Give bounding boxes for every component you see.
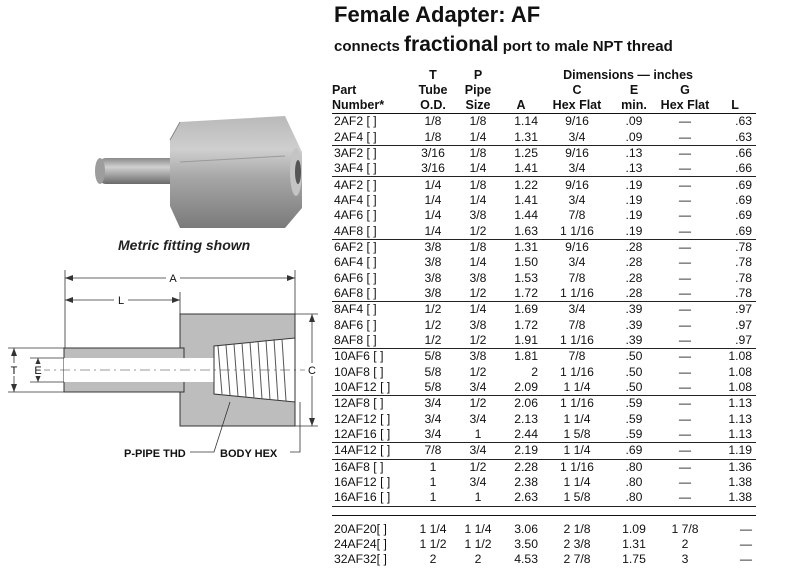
table-cell: —	[678, 302, 692, 317]
table-cell: 8AF4 [ ]	[334, 302, 377, 317]
table-cell: —	[678, 270, 692, 285]
table-row	[332, 443, 756, 459]
subtitle-post: port to male NPT thread	[502, 38, 673, 55]
table-cell: 3/4	[424, 411, 442, 426]
table-row	[332, 286, 756, 302]
table-cell: —	[678, 145, 692, 160]
table-cell: 1/2	[424, 302, 442, 317]
table-row	[332, 380, 756, 396]
table-cell: 3/16	[421, 145, 445, 160]
table-cell: 7/8	[568, 349, 586, 364]
header-mid-3	[500, 83, 542, 98]
table-cell: 1/4	[410, 223, 456, 239]
table-cell: 1.19	[714, 443, 756, 459]
page-title: Female Adapter: AF	[334, 2, 541, 27]
table-cell: 1/8	[469, 239, 487, 254]
table-cell: 1/8	[469, 114, 487, 129]
table-cell: 1 1/16	[542, 286, 612, 302]
table-cell: 1 7/8	[671, 521, 699, 536]
table-cell: .63	[714, 129, 756, 145]
table-cell: 7/8	[568, 317, 586, 332]
table-cell: 3/8	[424, 270, 442, 285]
table-cell: 12AF16 [ ]	[332, 427, 410, 443]
table-cell: 2 1/8	[563, 521, 591, 536]
table-cell: —	[656, 333, 714, 349]
table-cell: 1 5/8	[542, 490, 612, 506]
table-cell: 1/4	[469, 255, 487, 270]
table-cell: 12AF12 [ ]	[334, 411, 391, 426]
table-row	[332, 270, 756, 285]
table-cell: 1 1/4	[419, 521, 447, 536]
header-dimensions-group: Dimensions — inches	[563, 68, 693, 82]
table-cell: .80	[625, 459, 643, 474]
table-cell: 24AF24[ ]	[334, 537, 387, 552]
table-cell: 1.13	[728, 396, 753, 411]
table-cell: 1.53	[514, 270, 538, 285]
table-cell: 3/4	[424, 396, 442, 411]
table-cell: .69	[735, 208, 753, 223]
table-row	[332, 208, 756, 223]
table-cell: .66	[735, 145, 753, 160]
table-cell: 3/4	[469, 411, 487, 426]
table-cell: 10AF12 [ ]	[332, 380, 410, 396]
table-cell: 32AF32[ ]	[334, 552, 387, 567]
table-cell: 1 1/4	[464, 521, 492, 536]
table-cell: 3AF2 [ ]	[334, 145, 377, 160]
table-cell: —	[678, 411, 692, 426]
table-cell: 1/4	[424, 208, 442, 223]
table-cell: 1/8	[469, 177, 487, 192]
header-g-hex-flat: Hex Flat	[656, 98, 714, 114]
subtitle-emphasis: fractional	[404, 33, 499, 56]
table-row	[332, 255, 756, 270]
table-cell: 2.44	[500, 427, 542, 443]
table-cell: —	[678, 192, 692, 207]
table-cell: 1.31	[500, 129, 542, 145]
table-row	[332, 365, 756, 380]
table-cell: 1/4	[469, 192, 487, 207]
table-cell: 3/8	[424, 239, 442, 254]
table-cell: 1 1/16	[560, 459, 594, 474]
table-cell: 12AF8 [ ]	[334, 396, 384, 411]
table-cell: .13	[625, 145, 643, 160]
header-row-mid	[332, 83, 756, 98]
table-cell: 1 1/4	[542, 443, 612, 459]
table-cell: —	[656, 161, 714, 177]
table-cell: .97	[735, 302, 753, 317]
table-cell: 1.36	[728, 459, 753, 474]
table-cell: 8AF8 [ ]	[332, 333, 410, 349]
table-cell: 1/2	[456, 333, 500, 349]
dimension-drawing	[0, 262, 330, 474]
table-cell: .50	[625, 349, 643, 364]
table-cell: 1	[410, 490, 456, 506]
table-cell: 2 3/8	[563, 537, 591, 552]
table-cell: 1.38	[714, 490, 756, 506]
table-cell: 1.13	[728, 411, 753, 426]
table-cell: 1.72	[500, 286, 542, 302]
table-cell: 1 1/4	[542, 380, 612, 396]
table-cell: 2.06	[514, 396, 538, 411]
table-cell: 2	[474, 552, 482, 567]
table-cell: 1/4	[424, 192, 442, 207]
table-cell: 1/4	[456, 129, 500, 145]
table-cell: —	[656, 490, 714, 506]
header-part-number: Number*	[332, 98, 410, 114]
table-cell: 3.50	[514, 537, 538, 552]
table-cell: 2.38	[514, 475, 538, 490]
fitting-photo	[70, 110, 310, 240]
table-row	[332, 239, 756, 255]
table-cell: 1.38	[728, 475, 753, 490]
table-cell: 3AF4 [ ]	[332, 161, 410, 177]
header-top-0	[332, 68, 410, 83]
table-cell: 3/8	[469, 270, 487, 285]
table-cell: 1.50	[514, 255, 538, 270]
table-row	[332, 114, 756, 130]
table-cell: 1.81	[514, 349, 538, 364]
table-row	[332, 490, 756, 506]
table-cell: 2.28	[514, 459, 538, 474]
table-cell: 7/8	[410, 443, 456, 459]
header-mid-0: Part	[332, 83, 357, 97]
table-cell: —	[656, 443, 714, 459]
table-cell: 3/4	[469, 475, 487, 490]
table-cell: 1.14	[514, 114, 538, 129]
table-cell: 1.41	[514, 192, 538, 207]
table-row	[332, 317, 756, 332]
header-mid-7	[714, 83, 756, 98]
table-cell: .28	[625, 270, 643, 285]
header-e-min: min.	[612, 98, 656, 114]
table-cell: .39	[625, 317, 643, 332]
table-cell: 3/8	[469, 317, 487, 332]
header-mid-4: C	[572, 83, 582, 97]
header-mid-5: E	[629, 83, 639, 97]
table-cell: .78	[714, 286, 756, 302]
header-top-2: P	[473, 68, 483, 82]
table-cell: .78	[735, 255, 753, 270]
table-cell: 3/4	[568, 192, 586, 207]
table-cell: .39	[625, 302, 643, 317]
table-spacer-cell	[332, 506, 756, 515]
table-cell: 3/4	[456, 443, 500, 459]
table-cell: 1.31	[514, 239, 538, 254]
table-cell: .69	[714, 223, 756, 239]
table-cell: 16AF8 [ ]	[334, 459, 384, 474]
table-row	[332, 552, 756, 567]
table-row	[332, 129, 756, 145]
table-cell: .59	[612, 427, 656, 443]
table-cell: —	[656, 380, 714, 396]
table-cell: —	[678, 239, 692, 254]
table-cell: 1 1/2	[419, 537, 447, 552]
table-cell: .28	[625, 255, 643, 270]
table-cell: .39	[612, 333, 656, 349]
table-cell: 1	[429, 459, 437, 474]
table-cell: 16AF12 [ ]	[334, 475, 391, 490]
table-cell: 9/16	[565, 239, 589, 254]
table-cell: —	[678, 459, 692, 474]
table-cell: 1.08	[728, 364, 753, 379]
table-cell: 7/8	[568, 270, 586, 285]
table-row	[332, 537, 756, 552]
header-mid-2: Pipe	[464, 83, 492, 97]
table-row	[332, 412, 756, 427]
table-cell: 1 1/16	[560, 364, 594, 379]
table-cell: 9/16	[565, 177, 589, 192]
table-cell: —	[678, 114, 692, 129]
table-row	[332, 349, 756, 365]
table-row	[332, 333, 756, 349]
table-cell: 1/2	[410, 333, 456, 349]
table-cell: 2	[429, 552, 437, 567]
table-cell: 1/8	[410, 129, 456, 145]
header-pipe-size: Size	[456, 98, 500, 114]
table-cell: 1.63	[500, 223, 542, 239]
table-cell: 1 1/16	[542, 333, 612, 349]
table-cell: 4AF8 [ ]	[332, 223, 410, 239]
table-cell: .69	[735, 192, 753, 207]
table-cell: 1/2	[424, 317, 442, 332]
table-cell: .50	[625, 364, 643, 379]
table-cell: .78	[735, 239, 753, 254]
table-cell: 1.25	[514, 145, 538, 160]
table-cell: 1/4	[424, 177, 442, 192]
table-cell: 1.44	[514, 208, 538, 223]
table-cell: 3	[681, 552, 689, 567]
subtitle	[334, 33, 673, 57]
table-cell: —	[656, 129, 714, 145]
table-cell: .59	[625, 396, 643, 411]
table-cell: 3/16	[410, 161, 456, 177]
table-cell: 10AF8 [ ]	[334, 364, 384, 379]
table-cell: 2.13	[514, 411, 538, 426]
table-cell: 3/4	[568, 255, 586, 270]
table-cell: 3/4	[568, 302, 586, 317]
header-row-bottom	[332, 98, 756, 114]
dim-label-l: L	[117, 295, 125, 307]
table-cell: —	[739, 537, 753, 552]
table-row	[332, 427, 756, 443]
table-cell: 3/8	[469, 349, 487, 364]
header-c-hex-flat: Hex Flat	[542, 98, 612, 114]
table-cell: 4AF6 [ ]	[334, 208, 377, 223]
table-row	[332, 193, 756, 208]
table-row	[332, 145, 756, 161]
table-cell: .80	[612, 490, 656, 506]
table-cell: 1.72	[514, 317, 538, 332]
table-cell: .50	[612, 380, 656, 396]
table-cell: 2AF2 [ ]	[334, 114, 377, 129]
table-cell: 1.09	[622, 521, 646, 536]
table-cell: —	[656, 286, 714, 302]
table-cell: 9/16	[565, 145, 589, 160]
table-cell: 1/4	[469, 302, 487, 317]
table-cell: .09	[612, 129, 656, 145]
table-cell: 2.63	[500, 490, 542, 506]
table-cell: 2 7/8	[563, 552, 591, 567]
table-cell: .28	[612, 286, 656, 302]
table-cell: 3.06	[514, 521, 538, 536]
table-cell: 1	[456, 427, 500, 443]
table-cell: —	[678, 475, 692, 490]
table-cell: 1.13	[714, 427, 756, 443]
table-cell: .78	[735, 270, 753, 285]
table-cell: 1/2	[456, 286, 500, 302]
table-cell: 1/2	[469, 364, 487, 379]
table-cell: 3/4	[542, 161, 612, 177]
table-cell: 3/8	[469, 208, 487, 223]
table-cell: —	[678, 364, 692, 379]
table-cell: 1	[429, 475, 437, 490]
table-cell: .63	[735, 114, 753, 129]
table-cell: 3/4	[542, 129, 612, 145]
table-cell: 4AF4 [ ]	[334, 192, 377, 207]
photo-caption: Metric fitting shown	[118, 237, 251, 253]
table-cell: .19	[625, 192, 643, 207]
pipe-thread-label: P-PIPE THD	[124, 448, 186, 460]
table-cell: 5/8	[424, 349, 442, 364]
table-cell: .19	[625, 208, 643, 223]
table-cell: —	[739, 521, 753, 536]
table-cell: 9/16	[565, 114, 589, 129]
table-cell: 10AF6 [ ]	[334, 349, 384, 364]
table-cell: 5/8	[410, 380, 456, 396]
table-cell: —	[678, 349, 692, 364]
table-cell: .28	[625, 239, 643, 254]
header-mid-6: G	[680, 83, 690, 97]
table-cell: 1 5/8	[542, 427, 612, 443]
table-cell: —	[656, 427, 714, 443]
table-cell: 3/8	[410, 286, 456, 302]
table-row	[332, 161, 756, 177]
table-cell: 4.53	[514, 552, 538, 567]
table-cell: 1 1/16	[542, 223, 612, 239]
table-cell: .09	[625, 114, 643, 129]
table-row	[332, 475, 756, 490]
dim-label-c: C	[308, 365, 316, 377]
table-cell: 2.09	[500, 380, 542, 396]
table-cell: 2.19	[500, 443, 542, 459]
spec-table	[332, 68, 756, 568]
table-cell: .97	[714, 333, 756, 349]
table-cell: —	[656, 223, 714, 239]
table-cell: 1 1/4	[563, 475, 591, 490]
table-cell: 5/8	[424, 364, 442, 379]
subtitle-pre: connects	[334, 38, 400, 55]
table-cell: .97	[735, 317, 753, 332]
table-cell: .59	[625, 411, 643, 426]
table-cell: 2	[681, 537, 689, 552]
table-cell: 8AF6 [ ]	[334, 317, 377, 332]
table-cell: 1 1/4	[563, 411, 591, 426]
table-cell: 1 1/16	[560, 396, 594, 411]
table-cell: .13	[612, 161, 656, 177]
header-a: A	[500, 98, 542, 114]
table-cell: .69	[612, 443, 656, 459]
header-mid-1: Tube	[418, 83, 448, 97]
table-cell: 1/8	[424, 114, 442, 129]
table-cell: 2AF4 [ ]	[332, 129, 410, 145]
table-row	[332, 459, 756, 475]
header-row-top	[332, 68, 756, 83]
dim-label-t: T	[10, 365, 18, 377]
table-cell: .19	[625, 177, 643, 192]
header-tube-od: O.D.	[410, 98, 456, 114]
table-cell: —	[678, 317, 692, 332]
table-cell: 1.08	[728, 349, 753, 364]
table-cell: 1/2	[469, 459, 487, 474]
table-cell: 1.08	[714, 380, 756, 396]
table-cell: 1/4	[456, 161, 500, 177]
table-cell: 1.41	[500, 161, 542, 177]
table-cell: .19	[612, 223, 656, 239]
header-l: L	[714, 98, 756, 114]
table-cell: 1/2	[456, 223, 500, 239]
table-cell: 16AF16 [ ]	[332, 490, 410, 506]
table-spacer	[332, 506, 756, 515]
table-row	[332, 396, 756, 412]
dim-label-a: A	[169, 273, 177, 285]
table-cell: 1/8	[469, 145, 487, 160]
table-cell: 3/8	[424, 255, 442, 270]
table-cell: 1.69	[514, 302, 538, 317]
spec-table-body	[332, 114, 756, 568]
table-cell: .66	[714, 161, 756, 177]
table-cell: .80	[625, 475, 643, 490]
header-top-1: T	[429, 68, 437, 82]
table-cell: —	[678, 177, 692, 192]
table-cell: —	[678, 255, 692, 270]
table-cell: 1.22	[514, 177, 538, 192]
table-cell: 3/4	[456, 380, 500, 396]
table-row	[332, 223, 756, 239]
table-cell: 7/8	[568, 208, 586, 223]
table-row	[332, 177, 756, 193]
table-cell: 14AF12 [ ]	[332, 443, 410, 459]
table-row	[332, 302, 756, 318]
table-cell: 1.91	[500, 333, 542, 349]
table-cell: 3/4	[410, 427, 456, 443]
table-cell: 1.31	[622, 537, 646, 552]
table-cell: 1	[456, 490, 500, 506]
table-cell: 6AF2 [ ]	[334, 239, 377, 254]
table-row	[332, 522, 756, 537]
table-cell: —	[678, 396, 692, 411]
table-cell: 4AF2 [ ]	[334, 177, 377, 192]
table-cell: 1.75	[622, 552, 646, 567]
table-cell: 6AF6 [ ]	[334, 270, 377, 285]
table-cell: —	[739, 552, 753, 567]
table-cell: 1 1/2	[464, 537, 492, 552]
table-cell: .69	[735, 177, 753, 192]
table-cell: 6AF8 [ ]	[332, 286, 410, 302]
table-cell: 1/2	[469, 396, 487, 411]
body-hex-label: BODY HEX	[220, 448, 278, 460]
table-cell: 6AF4 [ ]	[334, 255, 377, 270]
table-cell: —	[678, 208, 692, 223]
dim-label-e: E	[34, 365, 42, 377]
table-cell: 2	[531, 364, 538, 379]
table-cell: 20AF20[ ]	[334, 521, 387, 536]
